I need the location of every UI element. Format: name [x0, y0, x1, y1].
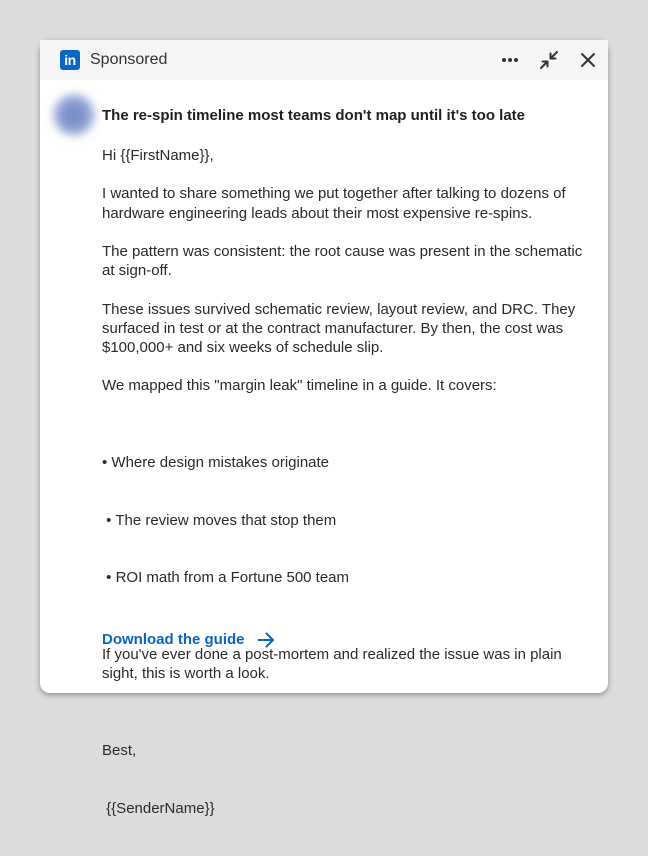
more-dots-icon [501, 57, 519, 63]
greeting: Hi {{FirstName}}, [102, 147, 214, 164]
minimize-button[interactable] [537, 48, 561, 72]
bullet-list [102, 415, 592, 626]
more-options-button[interactable] [498, 48, 522, 72]
sign-off [102, 703, 592, 856]
close-icon [580, 52, 596, 68]
body-paragraph: If you've ever done a post-mortem and realized the issue was in plain sight, this is worth a look. [102, 646, 562, 683]
body-paragraph: We mapped this "margin leak" timeline in a guide. It covers: [102, 377, 497, 395]
list-item: • Where design mistakes originate [102, 454, 330, 472]
linkedin-logo-icon: in [60, 50, 80, 70]
message-header [40, 40, 608, 80]
list-item: • ROI math from a Fortune 500 team [102, 569, 350, 587]
closing: Best, [102, 742, 137, 760]
list-item: • The review moves that stop them [102, 511, 337, 529]
close-button[interactable] [576, 48, 600, 72]
sender-avatar[interactable] [52, 93, 96, 137]
body-paragraph: These issues survived schematic review, layout review, and DRC. They surfaced in test or at the contract manufacturer. By then, the cost was $100,000+ and six weeks of schedule slip. [102, 300, 576, 356]
minimize-icon [539, 50, 559, 70]
download-guide-link[interactable] [102, 631, 275, 648]
body-paragraph: I wanted to share something we put together after talking to dozens of hardware engineering leads about their most expensive re-spins. [102, 185, 566, 222]
body-paragraph: The pattern was consistent: the root cause was present in the schematic at sign-off. [102, 242, 583, 280]
cta-label: Download the guide [102, 631, 245, 648]
message-body [102, 146, 592, 856]
sponsored-label: Sponsored [90, 51, 168, 68]
signature: {{SenderName}} [102, 799, 215, 817]
message-card [40, 40, 608, 817]
arrow-right-icon [257, 632, 275, 648]
message-subject: The re-spin timeline most teams don't map until it's too late [102, 107, 526, 124]
